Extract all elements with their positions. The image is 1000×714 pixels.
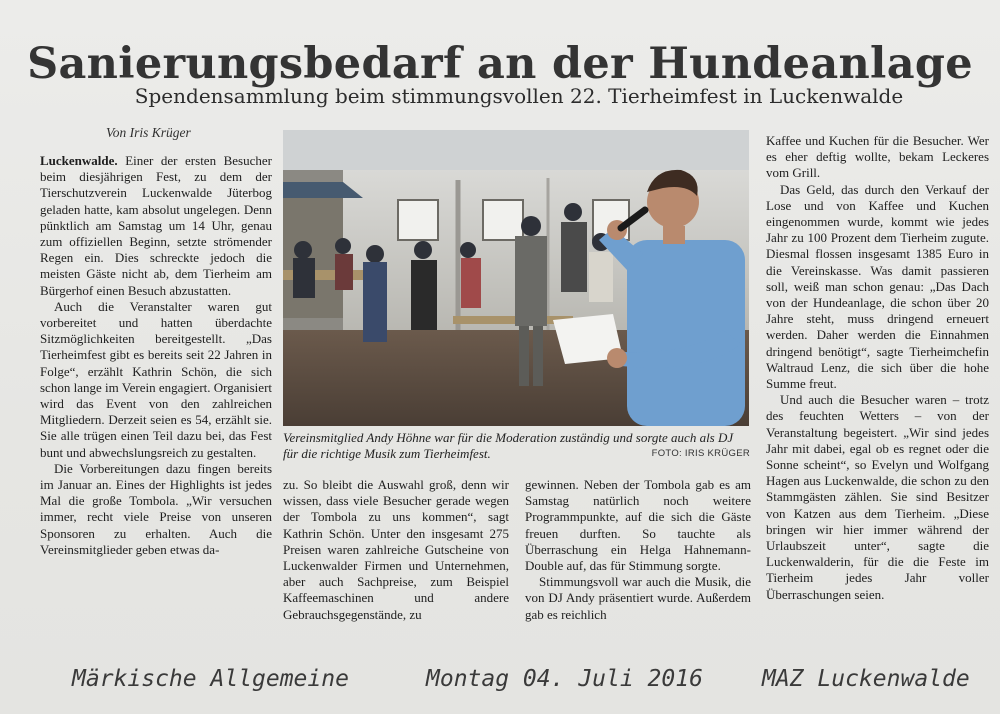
dateline: Luckenwalde. — [40, 153, 118, 168]
paragraph: Stimmungsvoll war auch die Musik, die von DJ Andy präsentiert wurde. Außerdem gab es reichlich — [525, 574, 751, 622]
byline: Von Iris Krüger — [106, 125, 191, 140]
paragraph: Auch die Veranstalter waren gut vorbereitet und hatten überdachte Sitzmöglichkeiten bereitgestellt. „Das Tierheimfest gibt es bereits seit 22 Jahren in Folge“, erzählt Kathrin Schön, die sich schon lange im Verein engagiert. Organisiert wird das Event von den zahlreichen Mitgliedern. Derzeit seien es 54, erzählt sie. Sie alle trügen einen Teil dazu bei, das Fest bunt und abwechslungsreich zu gestalten. — [40, 298, 273, 460]
photo-illustration — [283, 130, 749, 426]
paragraph: Kaffee und Kuchen für die Besucher. Wer es eher deftig wollte, bekam Leckeres vom Grill. — [766, 133, 989, 181]
article-column-3 — [525, 477, 751, 623]
event-photo — [283, 130, 749, 426]
handwritten-source: Märkische Allgemeine — [72, 666, 349, 692]
paragraph: Und auch die Besucher waren – trotz des feuchten Wetters – von der Veranstaltung begeistert. „Wir sind jedes Jahr mit dabei, egal ob es regnet oder die Sonne scheint“, so Evelyn und Wolfgang Hagen aus Luckenwalde, die schon zu den Stammgästen zählen. Sie sind Besitzer von Katzen aus dem Tierheim. „Diese bringen wir hier immer während der Urlaubszeit unter“, sagte die Luckenwalderin, für die die Feste im Tierheim jedes Jahr voller Überraschungen seien. — [766, 392, 989, 602]
paragraph: gewinnen. Neben der Tombola gab es am Samstag natürlich noch weitere Programmpunkte, auf die sich die Gäste freuen durften. So tauchte als Überraschung ein Helga Hahnemann-Double auf, das für Stimmung sorgte. — [525, 477, 751, 574]
subheadline: Spendensammlung beim stimmungsvollen 22. Tierheimfest in Luckenwalde — [134, 84, 904, 108]
photo-caption: Vereinsmitglied Andy Höhne war für die Moderation zuständig und sorgte auch als DJ für die richtige Musik zum Tierheimfest. — [283, 430, 734, 461]
paragraph: zu. So bleibt die Auswahl groß, denn wir wissen, dass viele Besucher gerade wegen der Tombola zu uns kommen“, sagt Kathrin Schön. Unter den insgesamt 275 Preisen waren zahlreiche Gutscheine von Luckenwalder Firmen und Unternehmen, aber auch Sachpreise, zum Beispiel Kaffeemaschinen und andere Gebrauchsgegenstände, zu — [283, 477, 509, 622]
paragraph: Das Geld, das durch den Verkauf der Lose und von Kaffee und Kuchen eingenommen wurde, kommt wie jedes Jahr zu 100 Prozent dem Tierheim zugute. Diesmal flossen insgesamt 1385 Euro in die Vereinskasse. Was damit passieren soll, weiß man schon genau: „Das Dach von der Hundeanlage, die schon über 20 Jahre steht, muss dringend erneuert werden. Daher werden die Einnahmen dringend benötigt“, sagte Tierheimchefin Waltraud Lenz, die sich über die hohe Summe freut. — [766, 181, 989, 392]
paragraph: Luckenwalde. Einer der ersten Besucher beim diesjährigen Fest, zu dem der Tierschutzverein Luckenwalde Jüterbog geladen hatte, kam absolut ungelegen. Denn pünktlich am Samstag um 14 Uhr, genau zum offiziellen Beginn, setzte strömender Regen ein. Dies schreckte jedoch die meisten Gäste nicht ab, dem Tierheim am Bürgerhof einen Besuch abzustatten. — [40, 153, 272, 298]
headline: Sanierungsbedarf an der Hundeanlage — [27, 38, 973, 89]
handwritten-edition: MAZ Luckenwalde — [762, 666, 970, 692]
photo-credit: FOTO: IRIS KRÜGER — [651, 448, 750, 459]
article-column-1 — [40, 153, 272, 558]
handwritten-date: Montag 04. Juli 2016 — [426, 666, 703, 692]
article-column-2 — [283, 477, 509, 623]
paragraph: Die Vorbereitungen dazu fingen bereits im Januar an. Eines der Highlights ist jedes Mal die große Tombola. „Wir versuchen immer, recht viele Preise von unseren Sponsoren zu erhalten. Auch die Vereinsmitglieder geben etwas da- — [40, 460, 272, 557]
article-column-4 — [766, 133, 989, 603]
